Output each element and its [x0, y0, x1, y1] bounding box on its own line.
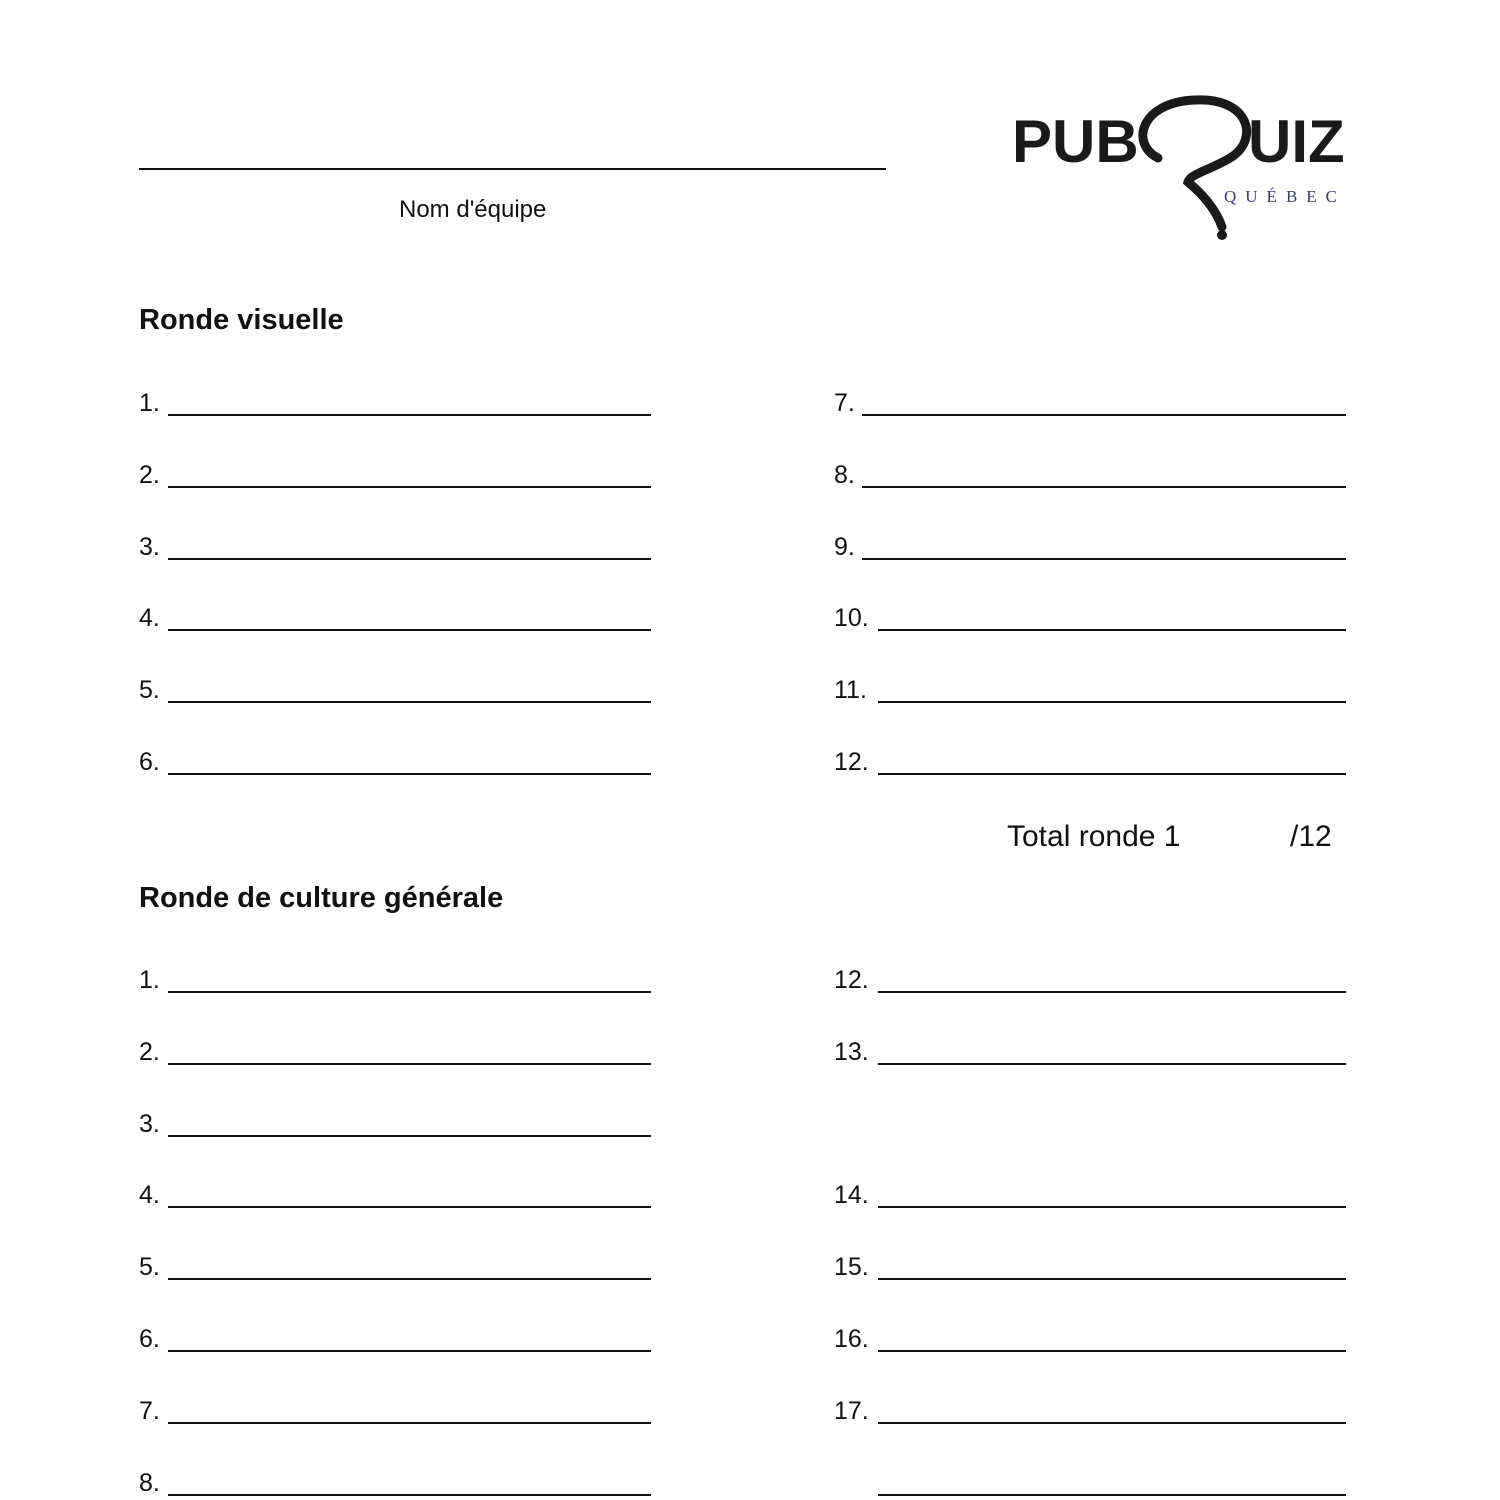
- answer-field[interactable]: [862, 558, 1346, 560]
- question-number: 12.: [834, 748, 869, 776]
- question-number: 16.: [834, 1325, 869, 1353]
- question-number: 7.: [834, 389, 855, 417]
- question-number: 3.: [139, 1109, 160, 1138]
- answer-field[interactable]: [168, 1206, 651, 1208]
- question-number: 1.: [139, 966, 160, 994]
- question-number: 1.: [139, 389, 160, 417]
- svg-text:PUB: PUB: [1012, 108, 1139, 175]
- answer-field[interactable]: [878, 1350, 1346, 1352]
- question-number: 6.: [139, 1325, 160, 1353]
- round1-total-label: Total ronde 1: [1007, 820, 1181, 853]
- answer-field[interactable]: [878, 1278, 1346, 1280]
- question-number: 5.: [139, 676, 160, 705]
- answer-field[interactable]: [878, 629, 1346, 631]
- question-number: 17.: [834, 1396, 869, 1425]
- answer-field[interactable]: [168, 1422, 651, 1424]
- question-number: 2.: [139, 1037, 160, 1066]
- question-number: 3.: [139, 532, 160, 561]
- answer-field[interactable]: [878, 1063, 1346, 1065]
- answer-field[interactable]: [862, 414, 1346, 416]
- answer-field[interactable]: [168, 701, 651, 703]
- question-number: 7.: [139, 1396, 160, 1425]
- answer-field[interactable]: [168, 486, 651, 488]
- answer-field[interactable]: [878, 991, 1346, 993]
- question-number: 13.: [834, 1037, 869, 1066]
- answer-field[interactable]: [168, 1135, 651, 1137]
- question-number: 6.: [139, 748, 160, 776]
- question-number: 5.: [139, 1253, 160, 1282]
- question-number: 14.: [834, 1181, 869, 1210]
- svg-text:QUÉBEC: QUÉBEC: [1224, 187, 1346, 206]
- answer-field[interactable]: [878, 773, 1346, 775]
- answer-field[interactable]: [862, 486, 1346, 488]
- question-number: 4.: [139, 1181, 160, 1210]
- round2-title: Ronde de culture générale: [139, 882, 504, 914]
- answer-field[interactable]: [168, 558, 651, 560]
- answer-field[interactable]: [878, 1422, 1346, 1424]
- question-number: 12.: [834, 966, 869, 994]
- answer-field[interactable]: [168, 1350, 651, 1352]
- answer-field[interactable]: [878, 1206, 1346, 1208]
- svg-text:UIZ: UIZ: [1248, 108, 1345, 175]
- question-number: 10.: [834, 604, 869, 633]
- answer-field[interactable]: [168, 414, 651, 416]
- answer-field[interactable]: [168, 1278, 651, 1280]
- team-name-field[interactable]: [139, 168, 886, 170]
- question-number: 15.: [834, 1253, 869, 1282]
- question-number: 11.: [834, 676, 867, 705]
- answer-field[interactable]: [168, 1494, 651, 1496]
- answer-field[interactable]: [168, 991, 651, 993]
- answer-field[interactable]: [878, 1494, 1346, 1496]
- question-number: 8.: [834, 460, 855, 489]
- answer-field[interactable]: [168, 773, 651, 775]
- team-name-label: Nom d'équipe: [399, 196, 547, 223]
- pub-quiz-quebec-logo: [1010, 92, 1370, 247]
- answer-field[interactable]: [168, 1063, 651, 1065]
- question-number: 2.: [139, 460, 160, 489]
- round1-title: Ronde visuelle: [139, 304, 344, 336]
- round1-total-max: /12: [1290, 820, 1332, 853]
- question-number: 4.: [139, 604, 160, 633]
- answer-field[interactable]: [878, 701, 1346, 703]
- question-number: 9.: [834, 532, 855, 561]
- answer-field[interactable]: [168, 629, 651, 631]
- question-number: 8.: [139, 1468, 160, 1497]
